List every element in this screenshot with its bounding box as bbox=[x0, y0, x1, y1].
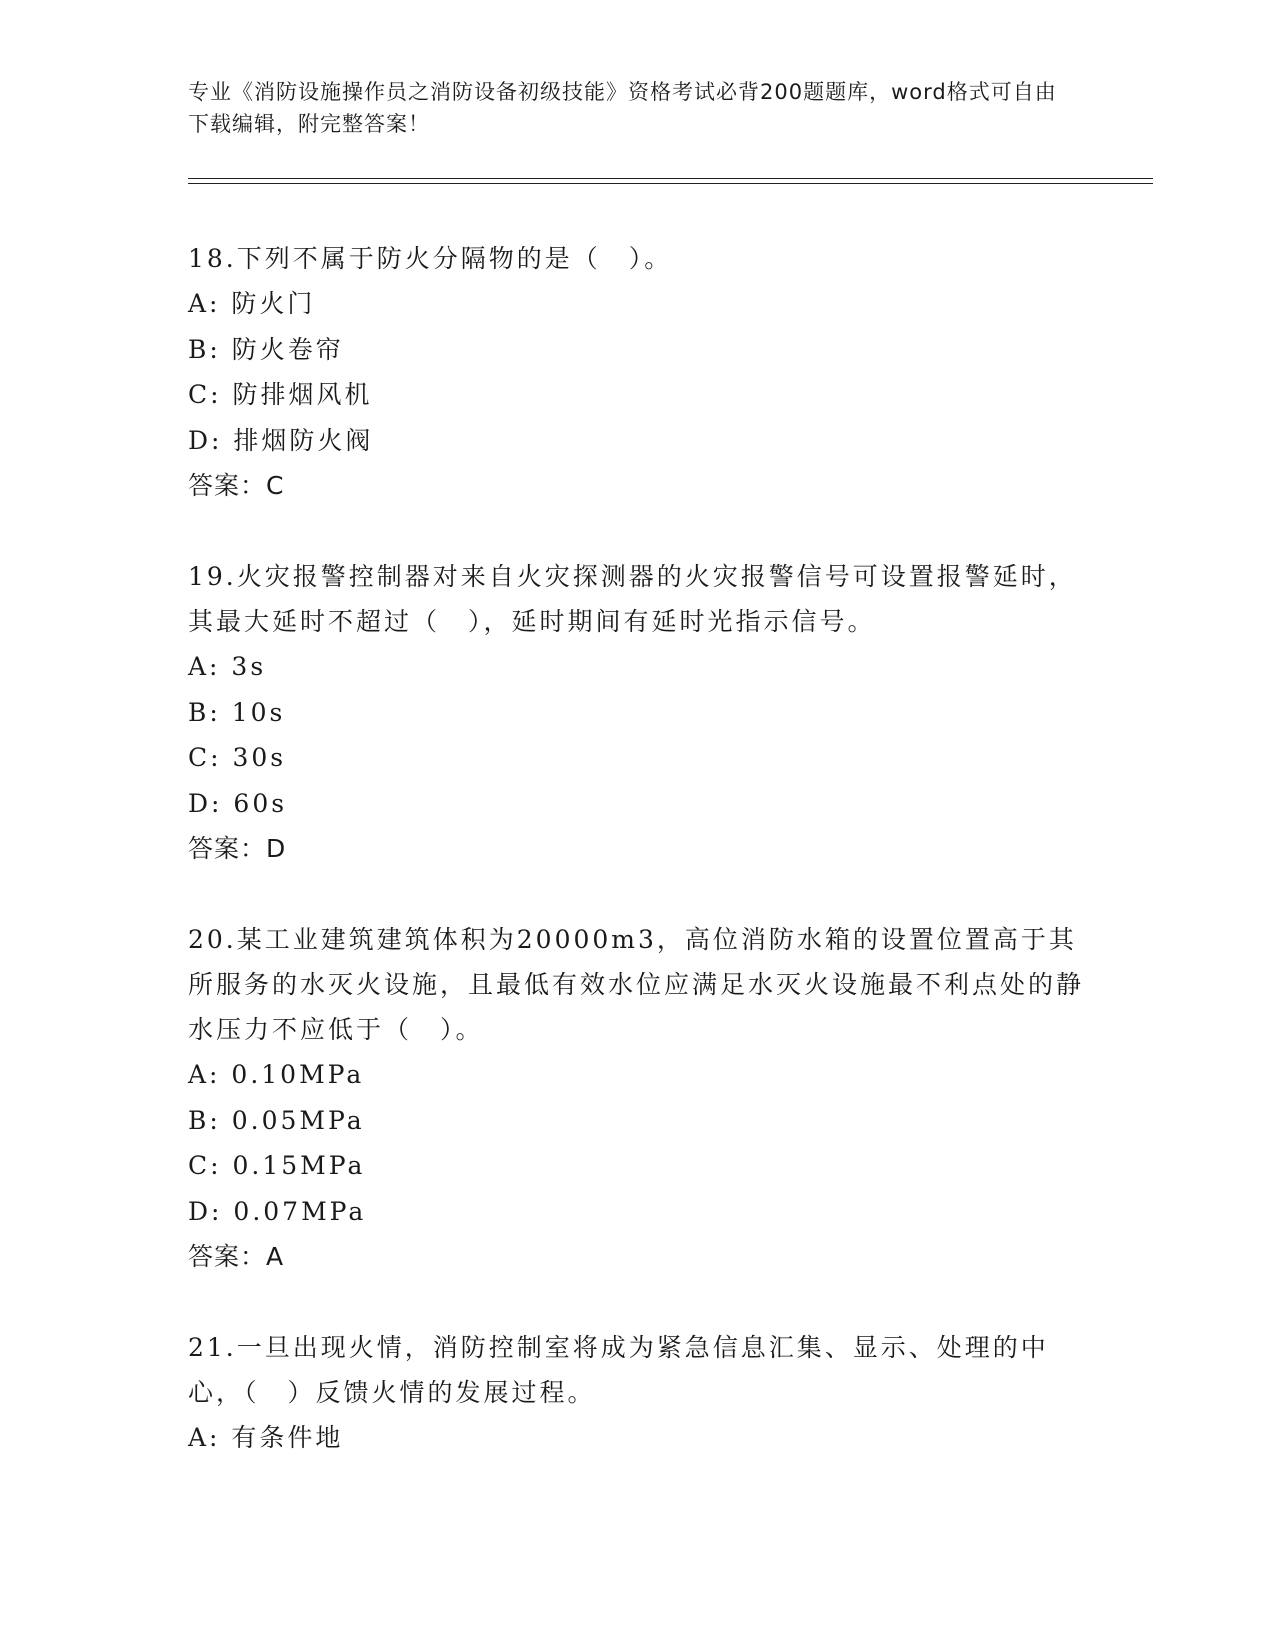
question-list bbox=[188, 236, 1088, 1507]
answer: 答案：C bbox=[188, 471, 285, 500]
answer: 答案：A bbox=[188, 1242, 285, 1271]
question-stem: 21.一旦出现火情，消防控制室将成为紧急信息汇集、显示、处理的中心，（ ）反馈火情的发展过程。 bbox=[188, 1333, 1049, 1407]
question-18 bbox=[188, 236, 1088, 508]
option-d: D: 60s bbox=[188, 788, 288, 818]
option-d: D: 0.07MPa bbox=[188, 1196, 367, 1226]
option-c: C: 防排烟风机 bbox=[188, 380, 373, 409]
question-stem: 18.下列不属于防火分隔物的是（ ）。 bbox=[188, 244, 673, 273]
question-20 bbox=[188, 917, 1088, 1279]
answer: 答案：D bbox=[188, 834, 287, 863]
header-divider-top bbox=[188, 178, 1153, 179]
question-19 bbox=[188, 554, 1088, 871]
option-b: B: 10s bbox=[188, 697, 286, 727]
question-stem: 19.火灾报警控制器对来自火灾探测器的火灾报警信号可设置报警延时，其最大延时不超过（ ），延时期间有延时光指示信号。 bbox=[188, 562, 1077, 636]
option-b: B: 0.05MPa bbox=[188, 1105, 365, 1135]
question-21 bbox=[188, 1325, 1088, 1461]
question-stem: 20.某工业建筑建筑体积为20000m3，高位消防水箱的设置位置高于其所服务的水灭火设施，且最低有效水位应满足水灭火设施最不利点处的静水压力不应低于（ ）。 bbox=[188, 925, 1085, 1044]
option-d: D: 排烟防火阀 bbox=[188, 425, 374, 455]
option-a: A: 3s bbox=[188, 652, 267, 681]
header-divider-bottom bbox=[188, 183, 1153, 184]
option-c: C: 30s bbox=[188, 743, 287, 772]
option-a: A: 有条件地 bbox=[188, 1423, 344, 1452]
option-c: C: 0.15MPa bbox=[188, 1151, 366, 1180]
document-header: 专业《消防设施操作员之消防设备初级技能》资格考试必背200题题库，word格式可自由下载编辑，附完整答案！ bbox=[188, 80, 1057, 136]
option-b: B: 防火卷帘 bbox=[188, 334, 344, 364]
option-a: A: 0.10MPa bbox=[188, 1060, 365, 1089]
option-a: A: 防火门 bbox=[188, 289, 316, 318]
